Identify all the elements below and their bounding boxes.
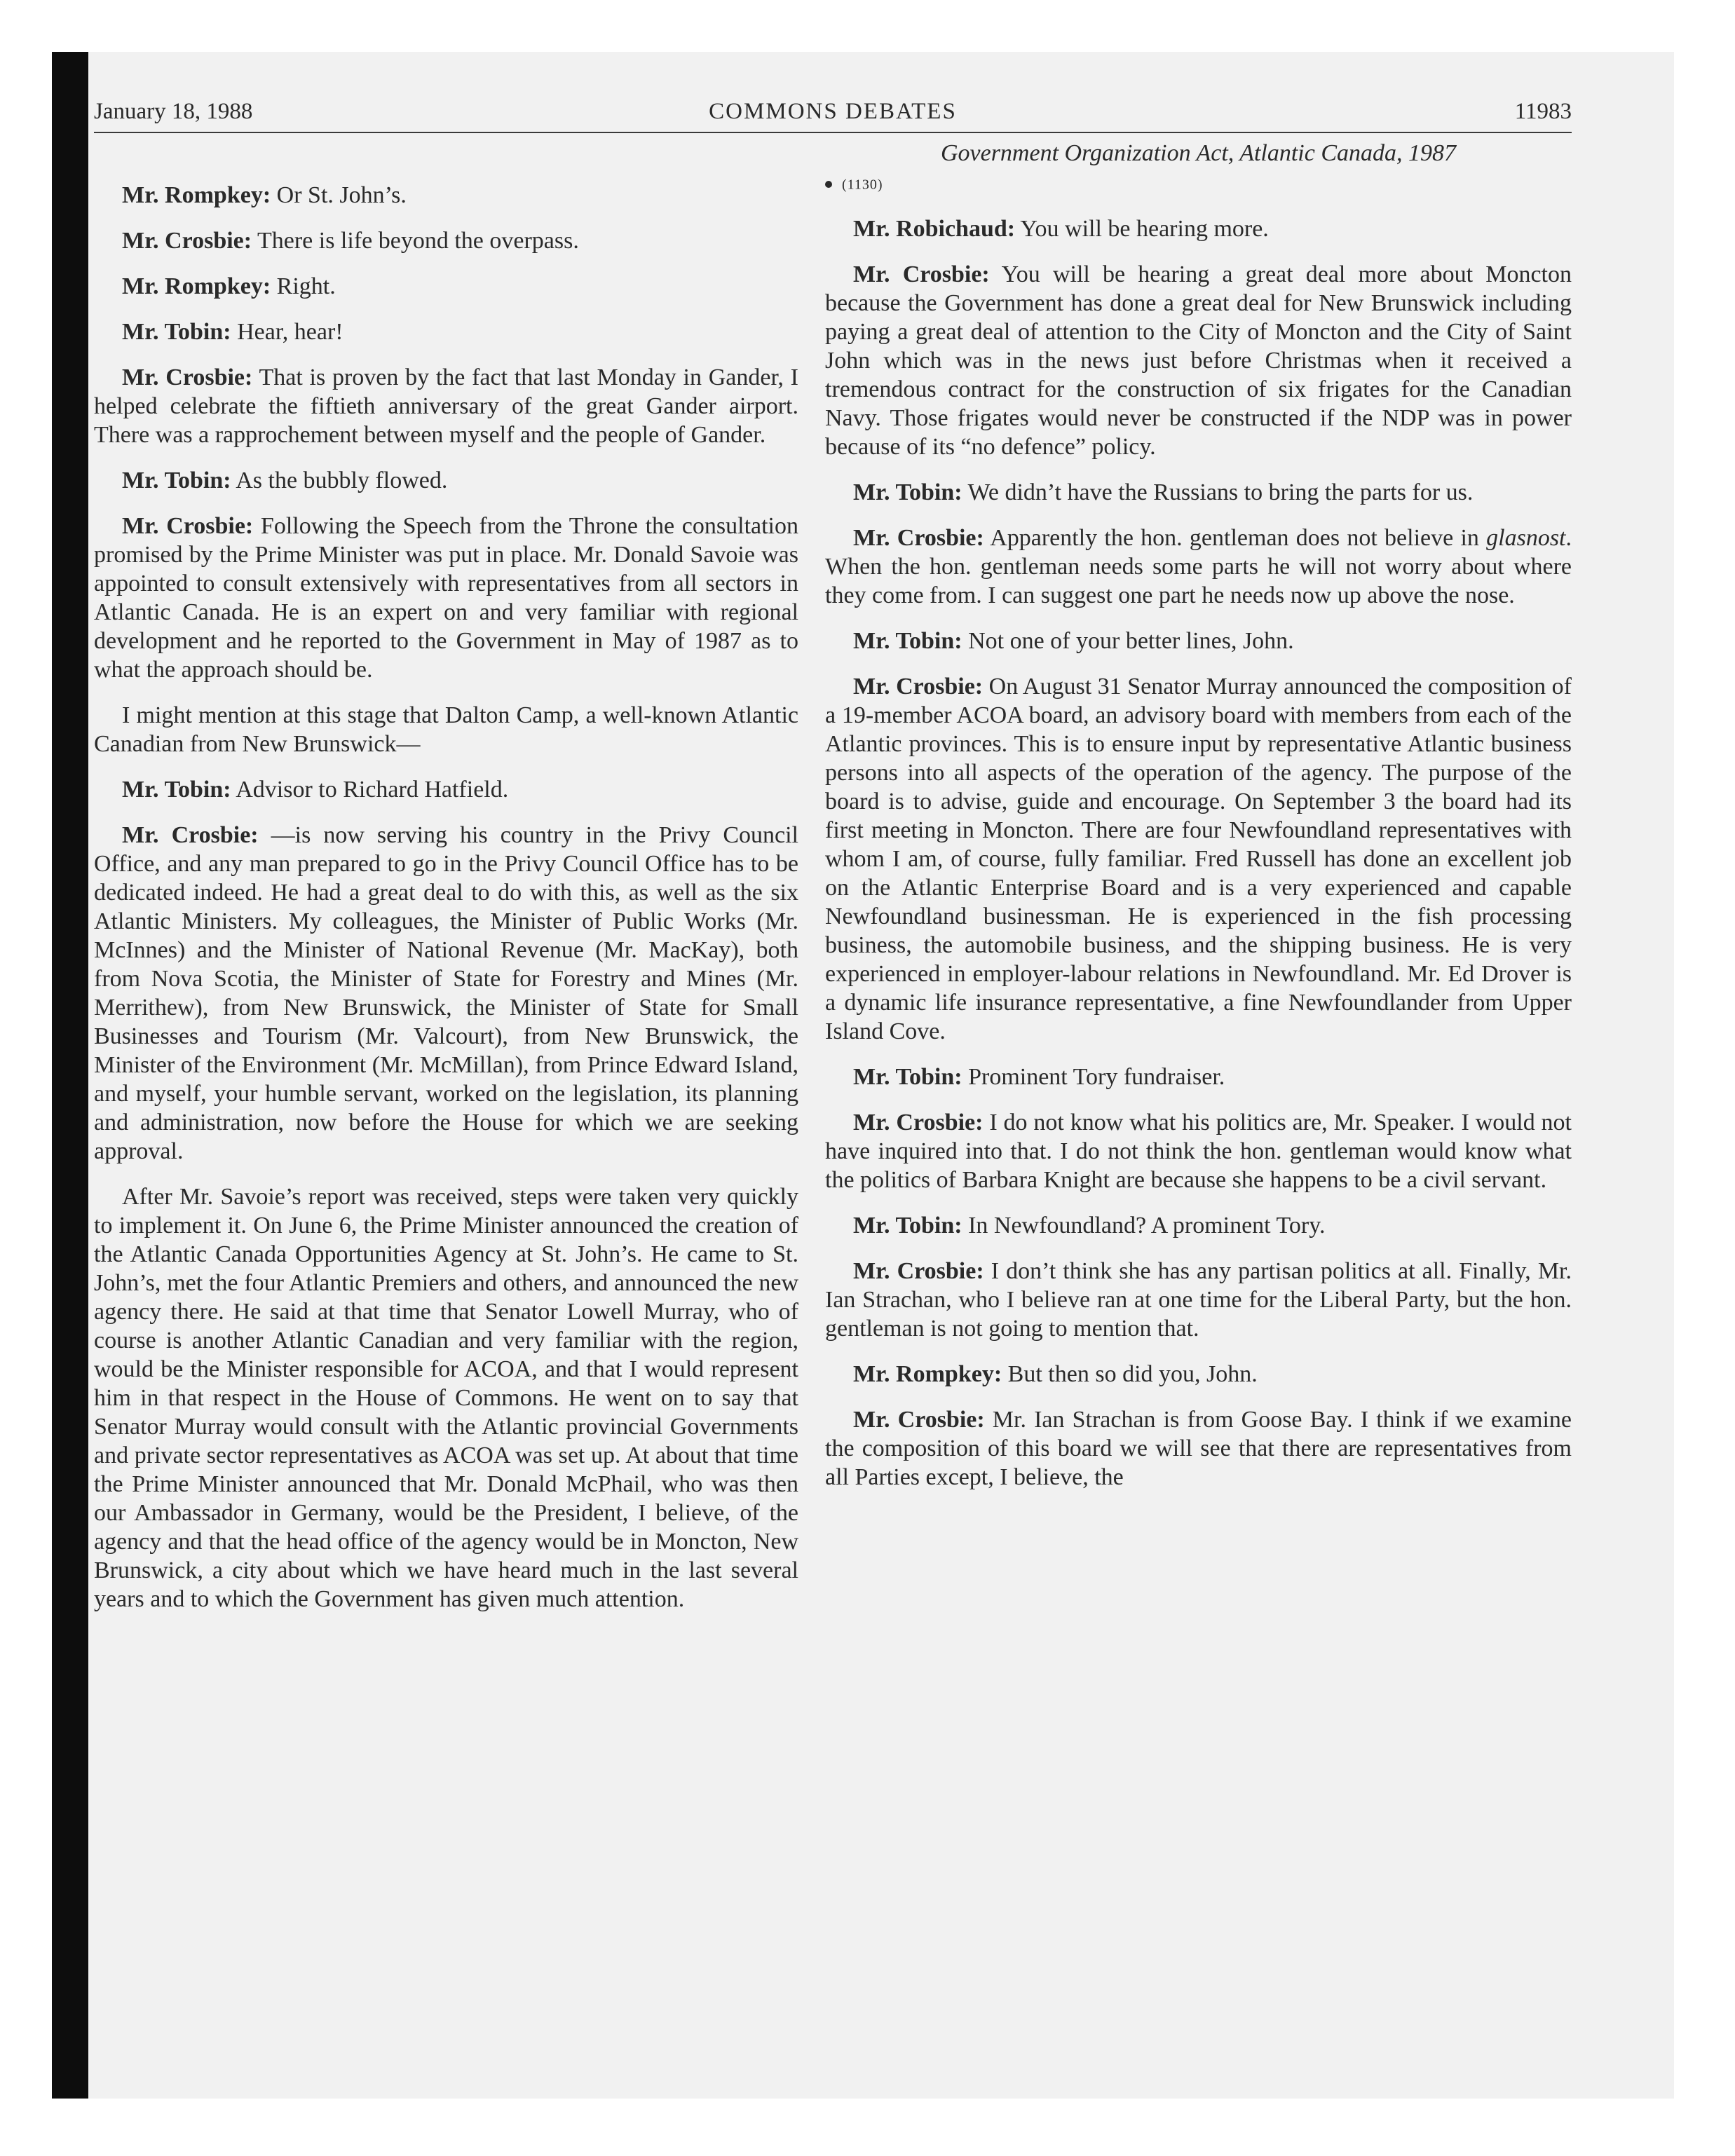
- speech-text: —is now serving his country in the Privy Council Office, and any man prepared to go in the Privy Council Office has to be dedicated indeed. He had a great deal to do with this, as well as the six Atlantic Ministers. My colleagues, the Minister of Public Works (Mr. McInnes) and the Minister of National Revenue (Mr. MacKay), both from Nova Scotia, the Minister of State for Forestry and Mines (Mr. Merrithew), from New Brunswick, the Minister of State for Small Businesses and Tourism (Mr. Valcourt), from New Brunswick, the Minister of the Environment (Mr. McMillan), from Prince Edward Island, and myself, your humble servant, worked on the legislation, its planning and administration, now before the House for which we are seeking approval.: [94, 822, 799, 1164]
- paragraph: [94, 226, 798, 255]
- speaker-name: Mr. Crosbie:: [122, 513, 254, 539]
- paragraph: [825, 478, 1572, 507]
- speaker-name: Mr. Robichaud:: [853, 216, 1016, 243]
- speech-text: Hear, hear!: [231, 319, 343, 345]
- speaker-name: Mr. Crosbie:: [122, 364, 253, 390]
- speech-text: . When the hon. gentleman needs some parts he will not worry about where they come from. I can suggest one part he needs now up above the nose.: [825, 525, 1572, 609]
- paragraph: [94, 272, 798, 301]
- speaker-name: Mr. Rompkey:: [122, 273, 271, 299]
- running-title: Government Organization Act, Atlantic Canada, 1987: [940, 140, 1457, 166]
- speaker-name: Mr. Rompkey:: [122, 182, 271, 208]
- scan-edge-bar: [52, 52, 88, 2099]
- speech-text: That is proven by the fact that last Monday in Gander, I helped celebrate the fiftieth anniversary of the great Gander airport. There was a rapprochement between myself and the people of Gander.: [94, 364, 798, 448]
- speech-text: You will be hearing more.: [1015, 216, 1269, 243]
- right-column: [825, 139, 1572, 1508]
- paragraph: [94, 318, 798, 346]
- speaker-name: Mr. Crosbie:: [853, 1258, 984, 1285]
- paragraph: [825, 627, 1572, 655]
- speaker-name: Mr. Tobin:: [853, 1064, 962, 1091]
- speech-text: Prominent Tory fundraiser.: [962, 1064, 1225, 1091]
- paragraph: [94, 181, 798, 210]
- speaker-name: Mr. Tobin:: [853, 479, 962, 506]
- paragraph: [825, 1405, 1572, 1492]
- speech-text: Right.: [271, 273, 336, 299]
- speech-text: Mr. Ian Strachan is from Goose Bay. I think if we examine the composition of this board we will see that there are representatives from all Parties except, I believe, the: [825, 1407, 1572, 1491]
- speech-text: Following the Speech from the Throne the consultation promised by the Prime Minister was put in place. Mr. Donald Savoie was appointed to consult extensively with representatives from all sectors in Atlantic Canada. He is an expert on and very familiar with regional development and he reported to the Government in May of 1987 as to what the approach should be.: [94, 513, 799, 683]
- paragraph: [94, 821, 798, 1166]
- paragraph: [825, 1257, 1572, 1343]
- speech-text: Or St. John’s.: [271, 182, 407, 208]
- speaker-name: Mr. Crosbie:: [853, 525, 984, 552]
- speaker-name: Mr. Crosbie:: [853, 1110, 984, 1136]
- paragraph: [94, 775, 798, 804]
- paragraph: [94, 512, 798, 684]
- speaker-name: Mr. Tobin:: [853, 628, 962, 655]
- speech-text: I don’t think she has any partisan politics at all. Finally, Mr. Ian Strachan, who I believe ran at one time for the Liberal Party, but the hon. gentleman is not going to mention that.: [825, 1258, 1572, 1342]
- header-date: January 18, 1988: [94, 99, 253, 124]
- speaker-name: Mr. Rompkey:: [853, 1361, 1002, 1388]
- speech-text: Not one of your better lines, John.: [962, 628, 1294, 655]
- time-stamp: (1130): [842, 177, 883, 193]
- speech-text: I do not know what his politics are, Mr. Speaker. I would not have inquired into that. I do not think the hon. gentleman would know what the politics of Barbara Knight are because she happens to be a civil servant.: [825, 1110, 1572, 1194]
- paragraph: [94, 363, 798, 449]
- speech-text: Apparently the hon. gentleman does not believe in: [984, 525, 1487, 552]
- speech-text: In Newfoundland? A prominent Tory.: [962, 1213, 1326, 1239]
- speech-text: Advisor to Richard Hatfield.: [231, 777, 509, 803]
- paragraph: [94, 466, 798, 495]
- paragraph: [825, 1108, 1572, 1194]
- header-page-number: 11983: [1514, 99, 1572, 124]
- paragraph: [825, 1360, 1572, 1389]
- bullet-icon: [825, 181, 832, 188]
- speaker-name: Mr. Tobin:: [122, 319, 231, 345]
- paragraph: [825, 524, 1572, 610]
- speaker-name: Mr. Crosbie:: [853, 674, 984, 700]
- speaker-name: Mr. Tobin:: [853, 1213, 962, 1239]
- speaker-name: Mr. Crosbie:: [122, 822, 259, 848]
- speech-text: I might mention at this stage that Dalton Camp, a well-known Atlantic Canadian from New Brunswick—: [94, 702, 798, 757]
- speech-text: After Mr. Savoie’s report was received, steps were taken very quickly to implement it. On June 6, the Prime Minister announced the creation of the Atlantic Canada Opportunities Agency at St. John’s. He came to St. John’s, met the four Atlantic Premiers and others, and announced the new agency there. He said at that time that Senator Lowell Murray, who of course is another Atlantic Canadian and very familiar with the region, would be the Minister responsible for ACOA, and that I would represent him in that respect in the House of Commons. He went on to say that Senator Murray would consult with the Atlantic provincial Governments and private sector representatives as ACOA was set up. At about that time the Prime Minister announced that Mr. Donald McPhail, who was then our Ambassador in Germany, would be the President, I believe, of the agency and that the head office of the agency would be in Moncton, New Brunswick, a city about which we have heard much in the last several years and to which the Government has given much attention.: [94, 1184, 798, 1612]
- speech-text: As the bubbly flowed.: [231, 468, 448, 493]
- speech-text: You will be hearing a great deal more about Moncton because the Government has done a great deal for New Brunswick including paying a great deal of attention to the City of Moncton and the City of Saint John which was in the news just before Christmas when it received a tremendous contract for the construction of six frigates for the Canadian Navy. Those frigates would never be constructed if the NDP was in power because of its “no defence” policy.: [825, 261, 1572, 460]
- paragraph: [825, 1063, 1572, 1091]
- speaker-name: Mr. Tobin:: [122, 777, 231, 803]
- paragraph: [825, 672, 1572, 1046]
- speaker-name: Mr. Crosbie:: [853, 261, 990, 288]
- page-header: [94, 91, 1572, 133]
- speech-text: There is life beyond the overpass.: [252, 228, 579, 254]
- speech-text: On August 31 Senator Murray announced the composition of a 19-member ACOA board, an advisory board with members from each of the Atlantic provinces. This is to ensure input by representative Atlantic business persons into all aspects of the operation of the agency. The purpose of the board is to advise, guide and encourage. On September 3 the board had its first meeting in Moncton. There are four Newfoundland representatives with whom I am, of course, fully familiar. Fred Russell has done an excellent job on the Atlantic Enterprise Board and is a very experienced and capable Newfoundland businessman. He is experienced in the fish processing business, the automobile business, and the shipping business. He is very experienced in employer-labour relations in Newfoundland. Mr. Ed Drover is a dynamic life insurance representative, a fine Newfoundlander from Upper Island Cove.: [825, 674, 1572, 1045]
- left-column: [94, 181, 798, 1630]
- header-publication: COMMONS DEBATES: [709, 99, 957, 124]
- speaker-name: Mr. Crosbie:: [853, 1407, 985, 1433]
- speaker-name: Mr. Crosbie:: [122, 228, 252, 254]
- paragraph: [825, 214, 1572, 243]
- paragraph: [825, 260, 1572, 461]
- emphasized-word: glasnost: [1486, 525, 1566, 552]
- speech-text: We didn’t have the Russians to bring the parts for us.: [962, 479, 1474, 506]
- paragraph: [825, 1211, 1572, 1240]
- paragraph: [94, 701, 798, 758]
- paragraph: [94, 1182, 798, 1613]
- speaker-name: Mr. Tobin:: [122, 468, 231, 493]
- time-marker: [825, 173, 1572, 195]
- speech-text: But then so did you, John.: [1002, 1361, 1258, 1388]
